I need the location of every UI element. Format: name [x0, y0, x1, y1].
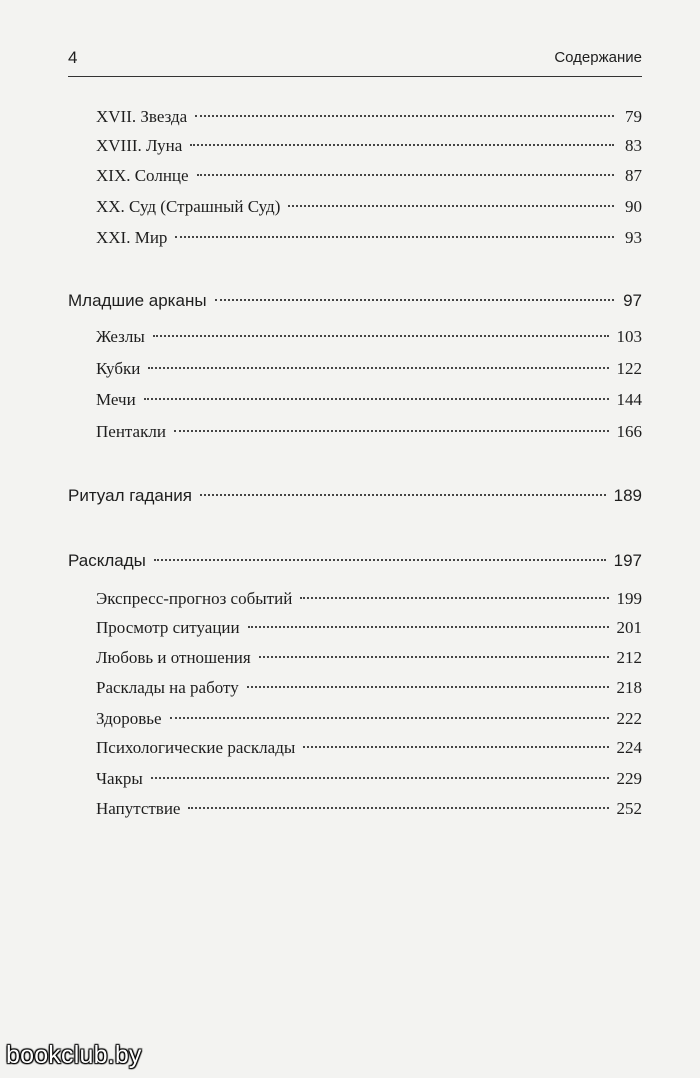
toc-entry-title: Просмотр ситуации	[96, 618, 240, 637]
toc-entry	[96, 131, 642, 161]
page-number: 4	[68, 48, 78, 67]
toc-entry-page: 166	[616, 422, 642, 441]
toc-section-title: Расклады	[68, 551, 146, 570]
watermark-logo: bookclub.by	[6, 1041, 142, 1069]
dot-leader	[195, 115, 614, 117]
dot-leader	[154, 559, 606, 561]
toc-entry-page: 90	[625, 197, 642, 216]
toc-entry	[96, 704, 642, 734]
toc-section-page: 189	[613, 486, 642, 505]
toc-section	[68, 546, 642, 576]
toc-entry	[96, 385, 642, 415]
toc-entry-page: 83	[625, 136, 642, 155]
toc-entry-title: Психологические расклады	[96, 738, 296, 757]
dot-leader	[148, 367, 608, 369]
toc-entry-page: 218	[616, 678, 642, 697]
toc-entry	[96, 192, 642, 222]
toc-section-page: 97	[623, 291, 642, 310]
toc-entry	[96, 161, 642, 191]
toc-entry-title: XIX. Солнце	[96, 166, 189, 185]
dot-leader	[175, 236, 614, 238]
toc-entry-page: 122	[616, 359, 642, 378]
dot-leader	[200, 494, 606, 496]
toc-entry-page: 229	[616, 769, 642, 788]
toc-entry-title: Экспресс-прогноз событий	[96, 589, 293, 608]
toc-entry-page: 201	[616, 618, 642, 637]
toc-entry-page: 87	[625, 166, 642, 185]
dot-leader	[197, 174, 614, 176]
toc-entry-page: 93	[625, 228, 642, 247]
toc-entry-page: 103	[616, 327, 642, 346]
dot-leader	[300, 597, 608, 599]
dot-leader	[248, 626, 609, 628]
toc-entry-title: Жезлы	[96, 327, 145, 346]
toc-entry	[96, 584, 642, 614]
dot-leader	[247, 686, 609, 688]
toc-entry-title: XX. Суд (Страшный Суд)	[96, 197, 281, 216]
dot-leader	[303, 746, 608, 748]
toc-entry-title: Любовь и отношения	[96, 648, 251, 667]
toc-entry	[96, 673, 642, 703]
dot-leader	[215, 299, 614, 301]
toc-entry	[96, 794, 642, 824]
dot-leader	[288, 205, 614, 207]
dot-leader	[151, 777, 609, 779]
toc-entry	[96, 102, 642, 132]
toc-entry	[96, 643, 642, 673]
dot-leader	[259, 656, 609, 658]
toc-entry-page: 252	[616, 799, 642, 818]
toc-entry-title: Пентакли	[96, 422, 166, 441]
toc-entry-page: 222	[616, 709, 642, 728]
toc-entry-page: 212	[616, 648, 642, 667]
toc-entry-title: Чакры	[96, 769, 143, 788]
toc-section-title: Ритуал гадания	[68, 486, 192, 505]
toc-section-title: Младшие арканы	[68, 291, 207, 310]
toc-entry	[96, 613, 642, 643]
toc-entry-title: XVII. Звезда	[96, 107, 188, 126]
toc-entry	[96, 417, 642, 447]
toc-entry-title: Здоровье	[96, 709, 162, 728]
toc-entry-title: XXI. Мир	[96, 228, 168, 247]
dot-leader	[188, 807, 608, 809]
dot-leader	[153, 335, 609, 337]
toc-entry-page: 144	[616, 390, 642, 409]
toc-entry	[96, 354, 642, 384]
running-title: Содержание	[554, 49, 642, 66]
dot-leader	[174, 430, 609, 432]
toc-entry	[96, 223, 642, 253]
toc-entry-title: Мечи	[96, 390, 136, 409]
dot-leader	[170, 717, 609, 719]
dot-leader	[190, 144, 614, 146]
toc-entry	[96, 322, 642, 352]
toc-entry-page: 224	[616, 738, 642, 757]
toc-entry-page: 199	[616, 589, 642, 608]
toc-entry	[96, 764, 642, 794]
toc-entry-title: Кубки	[96, 359, 141, 378]
toc-entry-page: 79	[625, 107, 642, 126]
toc-entry-title: Напутствие	[96, 799, 181, 818]
dot-leader	[144, 398, 609, 400]
toc-section-page: 197	[613, 551, 642, 570]
toc-section	[68, 286, 642, 316]
toc-section	[68, 481, 642, 511]
toc-entry-title: Расклады на работу	[96, 678, 239, 697]
toc-entry-title: XVIII. Луна	[96, 136, 183, 155]
toc-entry	[96, 733, 642, 763]
